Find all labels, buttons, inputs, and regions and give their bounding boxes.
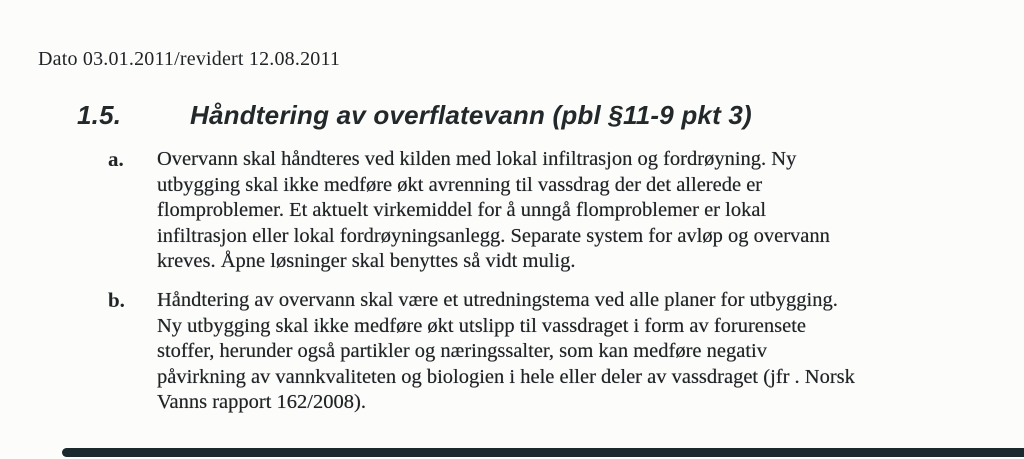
clause-line: påvirkning av vannkvaliteten og biologien i hele eller deler av vassdraget (jfr . Norsk: [157, 365, 855, 388]
clause-line: infiltrasjon eller lokal fordrøyningsanlegg. Separate system for avløp og overvann: [157, 224, 830, 247]
clause-line: flomproblemer. Et aktuelt virkemiddel for å unngå flomproblemer er lokal: [157, 199, 767, 222]
clause-line: kreves. Åpne løsninger skal benyttes så vidt mulig.: [157, 250, 576, 273]
clause-line: Håndtering av overvann skal være et utredningstema ved alle planer for utbygging.: [157, 288, 838, 311]
clause-line: stoffer, herunder også partikler og næringssalter, som kan medføre negativ: [157, 340, 767, 363]
clause-label: b.: [108, 287, 125, 312]
clause-item: [108, 288, 1008, 416]
clause-item: [108, 147, 1008, 275]
clause-text: [157, 288, 855, 416]
clause-line: Vanns rapport 162/2008).: [157, 391, 366, 414]
clause-text: [157, 147, 830, 275]
clause-line: Overvann skal håndteres ved kilden med lokal infiltrasjon og fordrøyning. Ny: [157, 148, 797, 170]
clause-label: a.: [108, 147, 124, 171]
section-heading: [77, 100, 752, 131]
date-line: Dato 03.01.2011/revidert 12.08.2011: [38, 48, 341, 70]
clause-list: [108, 147, 1008, 416]
clause-line: Ny utbygging skal ikke medføre økt utslipp til vassdraget i form av forurensete: [157, 314, 807, 337]
clause-line: utbygging skal ikke medføre økt avrenning til vassdrag der det allerede er: [157, 173, 763, 196]
section-title: Håndtering av overflatevann (pbl §11-9 pkt 3): [190, 100, 752, 130]
scan-artifact-bar: [62, 448, 1024, 457]
section-number: 1.5.: [77, 100, 122, 130]
